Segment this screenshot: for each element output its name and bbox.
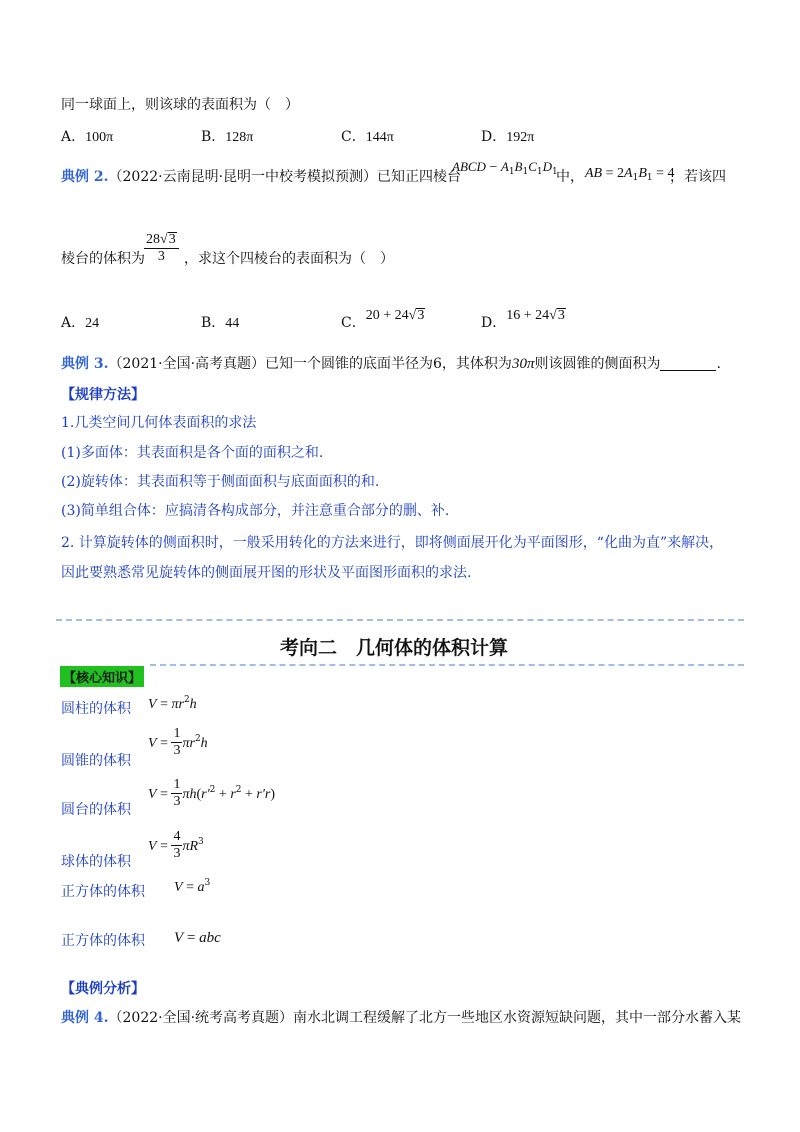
formula-name-cylinder: 圆柱的体积 [61,701,131,717]
method-line-3: (2)旋转体：其表面积等于侧面面积与底面面积的和. [61,474,380,490]
core-knowledge-badge: 【核心知识】 [60,666,144,687]
ex2-option-c: C．20 + 24√3 [341,308,425,331]
example-2-end: ，若该四 [670,169,726,185]
method-line-6: 因此要熟悉常见旋转体的侧面展开图的形状及平面图形面积的求法. [61,565,472,581]
example-4-label: 典例 4. [61,1010,109,1026]
ex2-option-d: D．16 + 24√3 [481,308,565,331]
analysis-title: 【典例分析】 [61,981,145,997]
edge-condition-formula: AB = $2A_1B_1 = 4$ [585,166,675,183]
example-3-label: 典例 3. [61,356,109,372]
formula-sphere: V = $\frac{4}{3}$ $\pi R^3$ [148,829,204,861]
section-title: 考向二 几何体的体积计算 [280,637,509,659]
formula-cuboid: V = abc [174,930,221,946]
formula-name-frustum: 圆台的体积 [61,802,131,818]
frustum-name-formula: ABCD − $A_1B_1C_1D_1$ [452,159,558,177]
formula-frustum: V = $\frac{1}{3}$ $\pi h(r'^2 + r^2 + r'r)$ [148,777,276,809]
formula-name-sphere: 球体的体积 [61,854,131,870]
example-2-line2-pre: 棱台的体积为 [61,251,145,267]
ex2-option-b: B．44 [201,315,240,331]
example-2-mid: 中， [556,169,584,185]
ex2-option-a: A．24 [61,315,100,331]
section-divider-top [56,619,744,621]
method-line-1: 1.几类空间几何体表面积的求法 [61,415,257,431]
formula-name-cone: 圆锥的体积 [61,753,131,769]
option-a: A．100π [61,129,114,145]
formula-name-cube: 正方体的体积 [61,884,145,900]
formula-cylinder: $V = \pi r^2h$ [148,695,197,712]
volume-fraction: $\frac{28√3}{3}$ [144,232,179,265]
option-d: D．192π [481,129,535,145]
formula-cube: $V = a^3$ [174,878,211,895]
method-line-2: (1)多面体：其表面积是各个面的面积之和. [61,445,324,461]
example-4: 典例 4.（2022·全国·统考高考真题）南水北调工程缓解了北方一些地区水资源短缺问题，其中一部分水蓄入某 [61,1010,742,1026]
formula-name-cuboid: 正方体的体积 [61,933,145,949]
example-3: 典例 3.（2021·全国·高考真题）已知一个圆锥的底面半径为6，其体积为30π则该圆锥的侧面积为 . [61,356,721,372]
formula-cone: V = $\frac{1}{3}$ $\pi r^2h$ [148,726,208,758]
option-c: C．144π [341,129,394,145]
question-continuation: 同一球面上，则该球的表面积为（ ） [61,97,299,113]
method-line-5: 2. 计算旋转体的侧面积时，一般采用转化的方法来进行，即将侧面展开化为平面图形，“化曲为直”来解决， [61,535,724,551]
answer-blank [660,356,716,371]
method-line-4: (3)简单组合体：应搞清各构成部分，并注意重合部分的删、补. [61,503,450,519]
section-divider-bottom [150,664,744,666]
example-2-line2-post: ，求这个四棱台的表面积为（ ） [184,251,394,267]
example-2-label: 典例 2. [61,169,109,185]
method-title: 【规律方法】 [61,387,145,403]
option-b: B．128π [201,129,254,145]
example-2-line1: 典例 2.（2022·云南昆明·昆明一中校考模拟预测）已知正四棱台 [61,169,462,185]
